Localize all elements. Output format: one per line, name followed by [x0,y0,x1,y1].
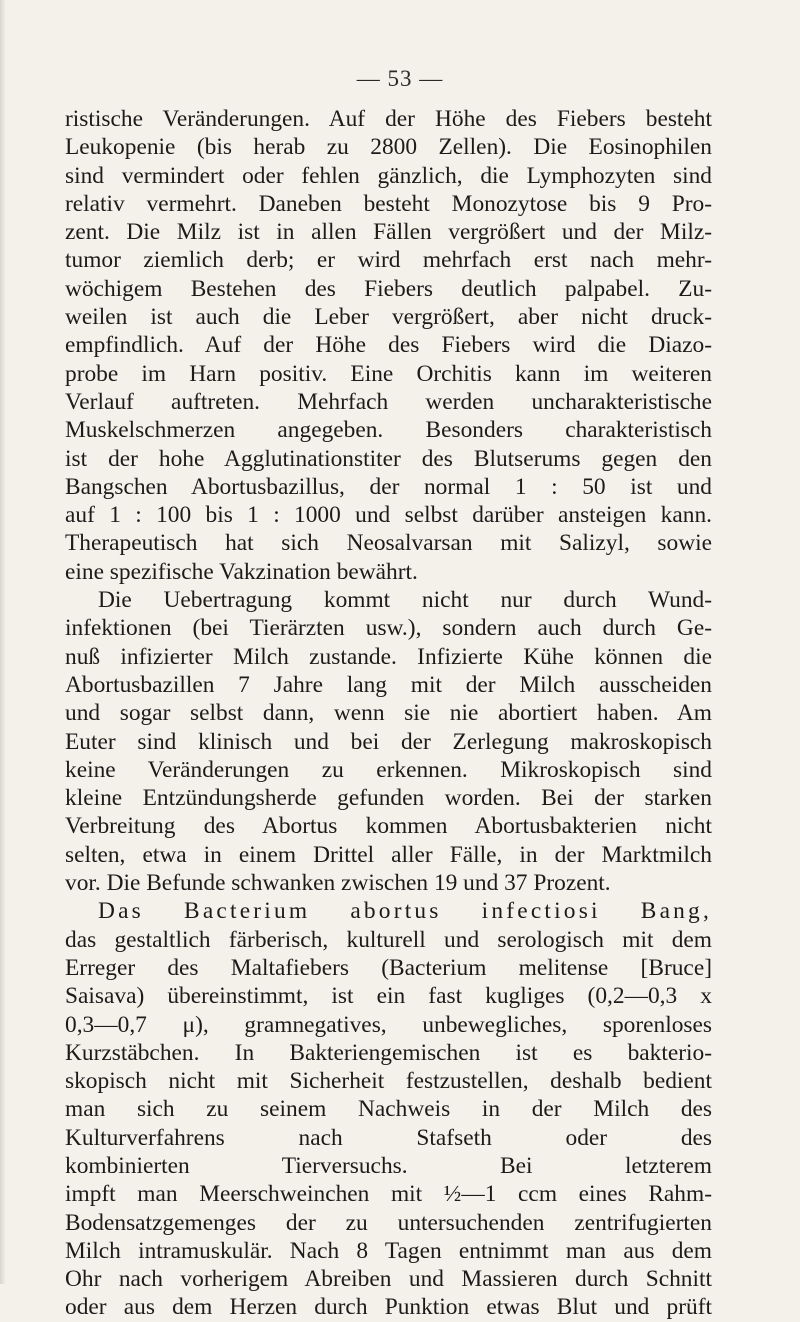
text-line: tumor ziemlich derb; er wird mehrfach erst nach mehr- [65,247,712,274]
page-number: — 53 — [356,66,444,91]
text-line: kombinierten Tierversuchs. Bei letzterem [65,1152,712,1179]
text-line: man sich zu seinem Nachweis in der Milch des [65,1096,712,1123]
text-line: ristische Veränderungen. Auf der Höhe des Fiebers besteht [65,106,712,132]
text-line: Verbreitung des Abortus kommen Abortusbakterien nicht [65,813,712,840]
text-line: Therapeutisch hat sich Neosalvarsan mit Salizyl, sowie [65,530,712,557]
paragraph-1 [65,105,712,586]
text-line: empfindlich. Auf der Höhe des Fiebers wird die Diazo- [65,332,712,359]
text-line: Milch intramuskulär. Nach 8 Tagen entnimmt man aus dem [65,1237,712,1264]
paragraph-3 [65,897,712,1321]
text-line: infektionen (bei Tierärzten usw.), sondern auch durch Ge- [65,615,712,642]
text-line: Verlauf auftreten. Mehrfach werden uncharakteristische [65,388,712,415]
paragraph-2 [65,586,712,897]
text-line: Kulturverfahrens nach Stafseth oder des [65,1124,712,1151]
text-line: impft man Meerschweinchen mit ½—1 ccm eines Rahm- [65,1181,712,1208]
text-line: oder aus dem Herzen durch Punktion etwas Blut und prüft [65,1294,712,1321]
text-line: und sogar selbst dann, wenn sie nie abortiert haben. Am [65,700,712,727]
text-line: relativ vermehrt. Daneben besteht Monozytose bis 9 Pro- [65,190,712,217]
text-line: sind vermindert oder fehlen gänzlich, die Lymphozyten sind [65,162,712,189]
text-line: auf 1 : 100 bis 1 : 1000 und selbst darüber ansteigen kann. [65,502,712,529]
text-line: kleine Entzündungsherde gefunden worden. Bei der starken [65,785,712,812]
text-line: Bodensatzgemenges der zu untersuchenden zentrifugierten [65,1209,712,1236]
text-body [65,105,712,1322]
text-line: selten, etwa in einem Drittel aller Fälle, in der Marktmilch [65,841,712,868]
text-line: zent. Die Milz ist in allen Fällen vergrößert und der Milz- [65,219,712,246]
text-line: Bangschen Abortusbazillus, der normal 1 : 50 ist und [65,473,712,500]
text-line: keine Veränderungen zu erkennen. Mikroskopisch sind [65,756,712,783]
text-line: Euter sind klinisch und bei der Zerlegung makroskopisch [65,728,712,755]
text-line: Abortusbazillen 7 Jahre lang mit der Milch ausscheiden [65,671,712,698]
text-line: 0,3—0,7 μ), gramnegatives, unbewegliches, sporenloses [65,1011,712,1038]
text-line: Ohr nach vorherigem Abreiben und Massieren durch Schnitt [65,1266,712,1293]
text-line-spaced: Das Bacterium abortus infectiosi Bang, [98,898,712,925]
text-line: Saisava) übereinstimmt, ist ein fast kugliges (0,2—0,3 x [65,983,712,1010]
text-line: skopisch nicht mit Sicherheit festzustellen, deshalb bedient [65,1068,712,1095]
text-line: Kurzstäbchen. In Bakteriengemischen ist es bakterio- [65,1039,712,1066]
text-line: Erreger des Maltafiebers (Bacterium melitense [Bruce] [65,954,712,981]
text-line: nuß infizierter Milch zustande. Infizierte Kühe können die [65,643,712,670]
text-line: das gestaltlich färberisch, kulturell und serologisch mit dem [65,926,712,953]
page-edge-shadow [0,0,6,1284]
text-line: Die Uebertragung kommt nicht nur durch Wund- [98,587,712,614]
text-line: probe im Harn positiv. Eine Orchitis kann im weiteren [65,360,712,387]
text-line: eine spezifische Vakzination bewährt. [65,558,418,585]
text-line: vor. Die Befunde schwanken zwischen 19 und 37 Prozent. [65,870,611,897]
text-line: wöchigem Bestehen des Fiebers deutlich palpabel. Zu- [65,275,712,302]
text-line: weilen ist auch die Leber vergrößert, aber nicht druck- [65,304,712,331]
text-line: Leukopenie (bis herab zu 2800 Zellen). Die Eosinophilen [65,134,712,161]
text-line: Muskelschmerzen angegeben. Besonders charakteristisch [65,417,712,444]
text-line: ist der hohe Agglutinationstiter des Blutserums gegen den [65,445,712,472]
